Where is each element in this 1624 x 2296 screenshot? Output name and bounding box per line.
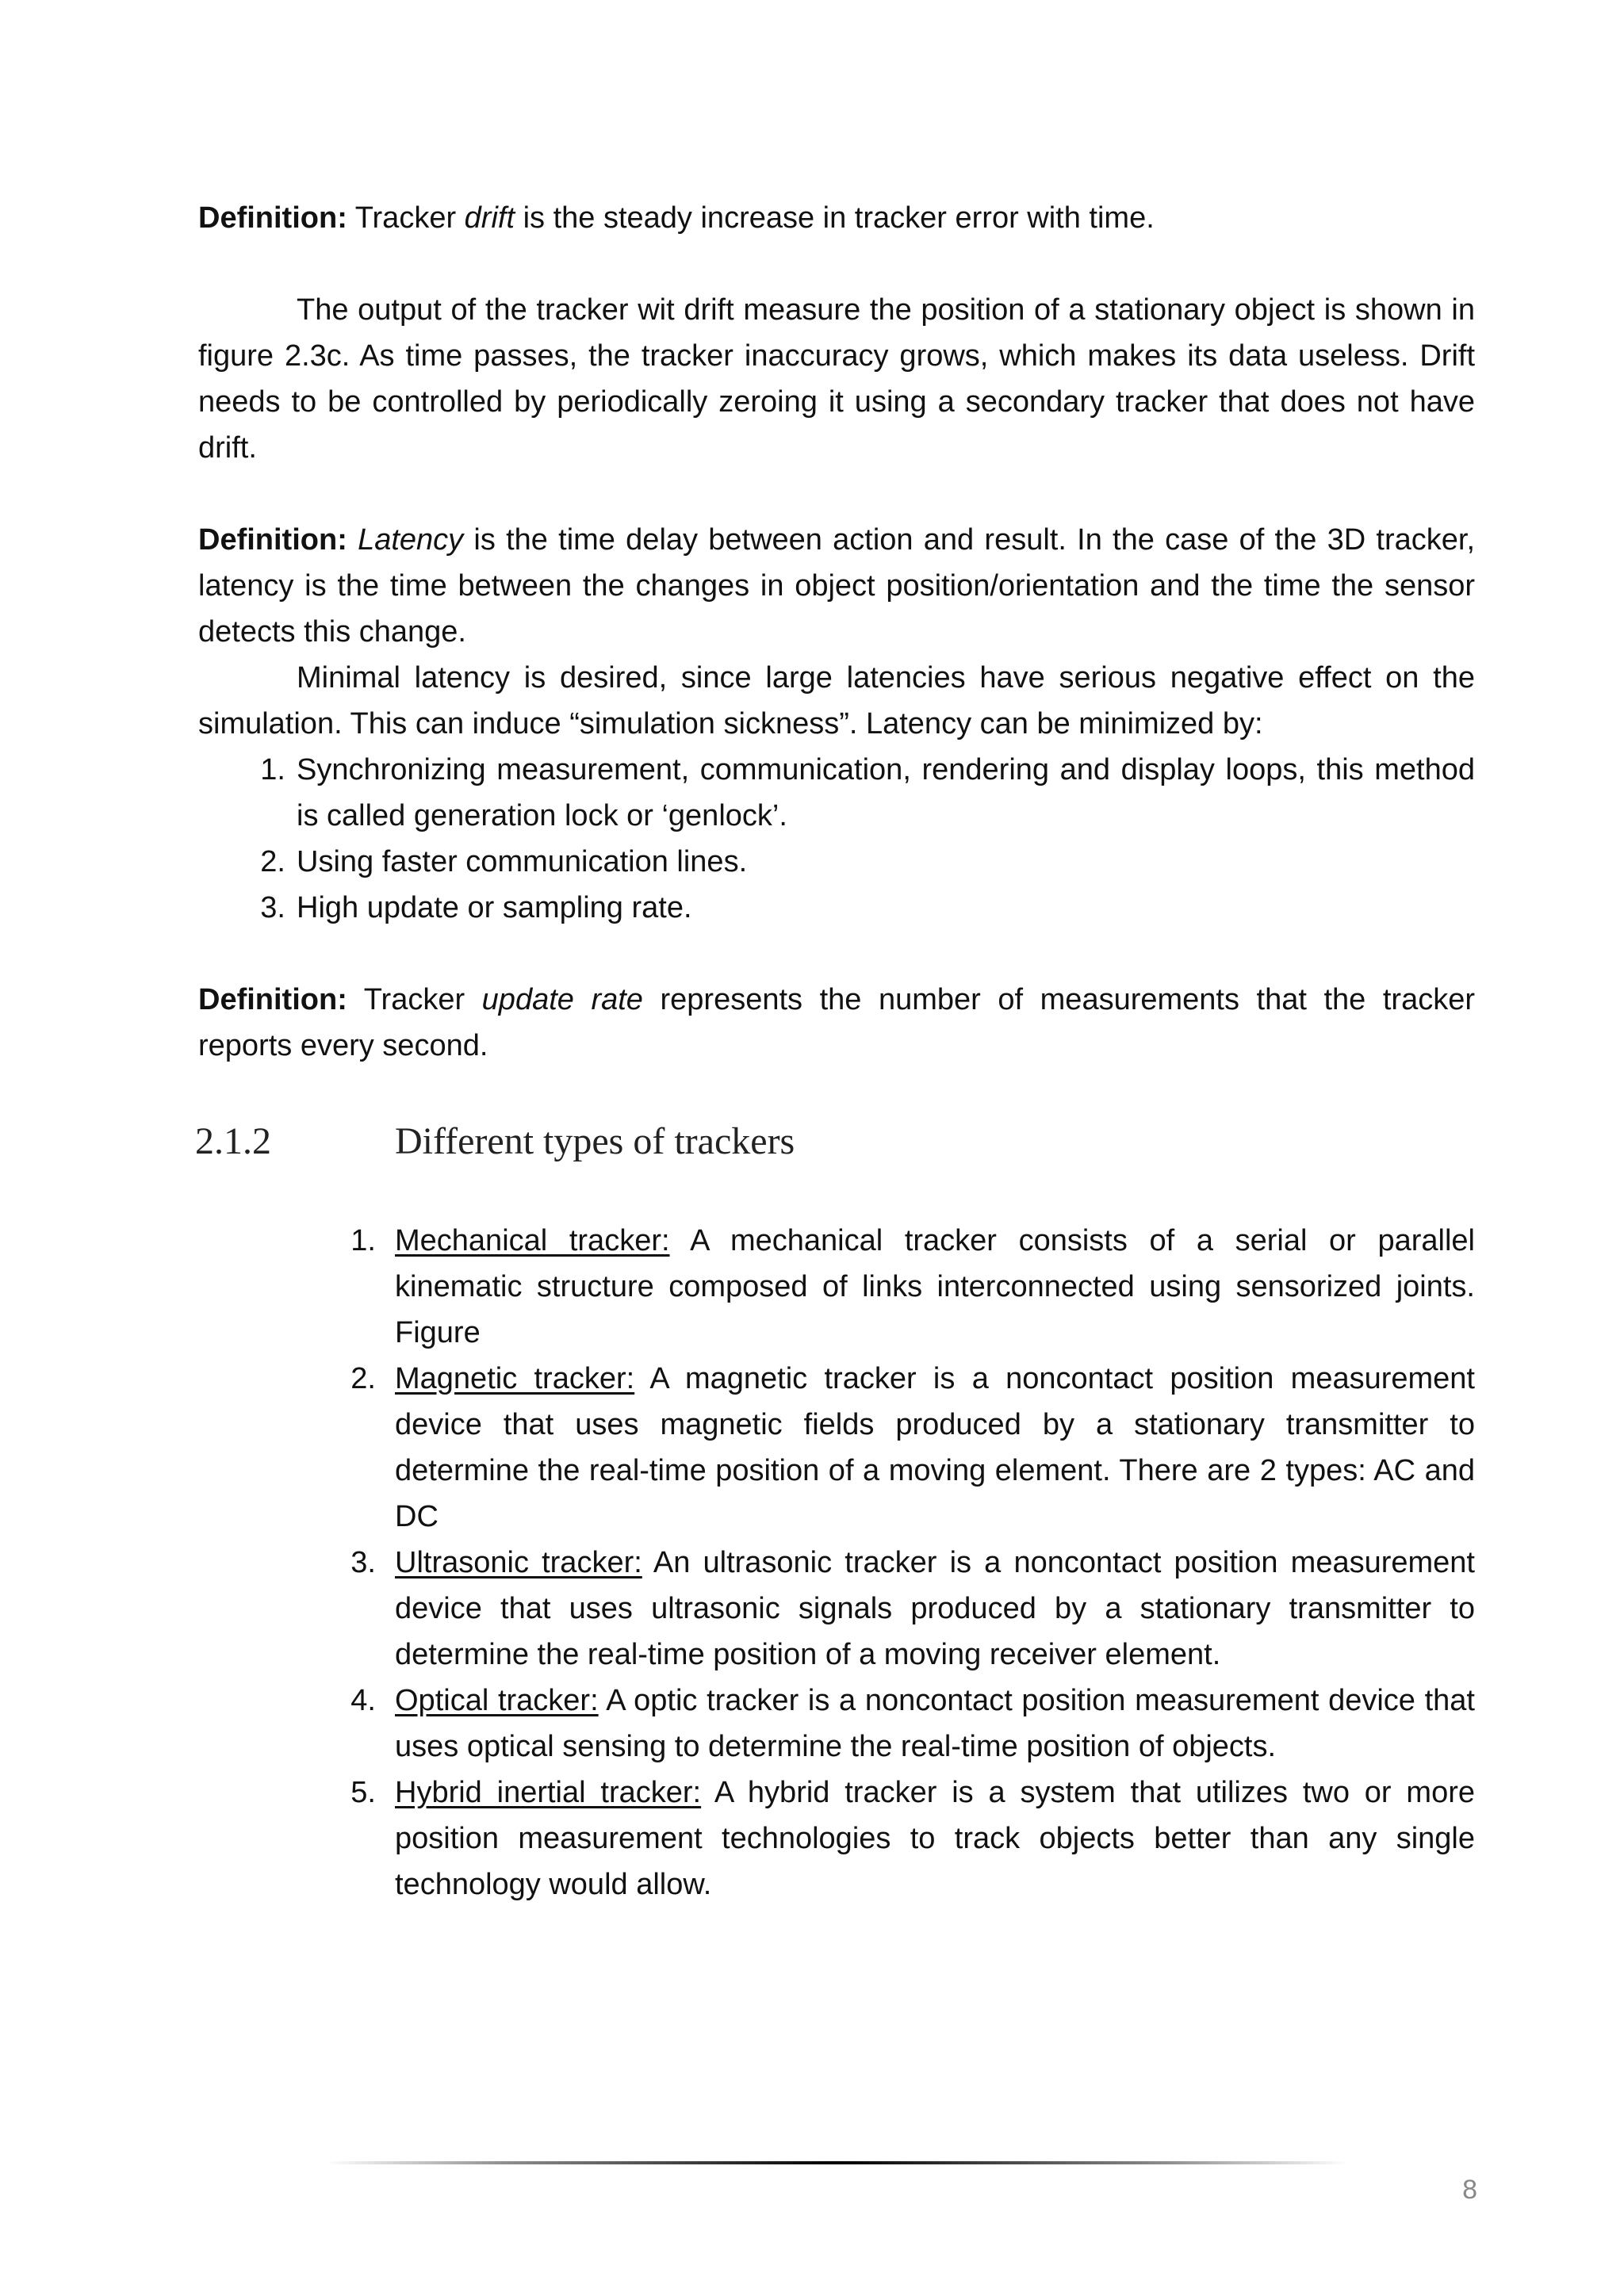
definition-label: Definition:	[198, 201, 347, 235]
definition-latency	[198, 517, 1475, 655]
tracker-term: Magnetic tracker:	[395, 1362, 635, 1395]
tracker-term: Optical tracker:	[395, 1684, 599, 1717]
list-item	[198, 1356, 1475, 1540]
definition-term: update rate	[481, 983, 643, 1016]
definition-label: Definition:	[198, 523, 347, 557]
list-item-text: A magnetic tracker is a noncontact position measurement device that uses magnetic fields produced by a stationary transmitter to determine the real-time position of a moving element. There are 2 types: AC and DC	[395, 1362, 1475, 1533]
section-heading	[195, 1116, 1472, 1167]
definition-term: Latency	[358, 523, 464, 557]
list-item-text: Synchronizing measurement, communication, rendering and display loops, this method is called generation lock or ‘genlock’.	[297, 753, 1475, 832]
tracker-term: Hybrid inertial tracker:	[395, 1776, 702, 1809]
list-item-number: 2.	[260, 845, 285, 878]
list-item	[198, 1678, 1475, 1770]
definition-text: is the time delay between action and result. In the case of the 3D tracker, latency is the time between the changes in object position/orientation and the time the sensor detects this change.	[198, 523, 1475, 649]
definition-prefix: Tracker	[347, 983, 482, 1016]
definition-prefix	[347, 523, 358, 557]
definition-text: represents the number of measurements that the tracker reports every second.	[198, 983, 1475, 1062]
page-number: 8	[1462, 2175, 1477, 2205]
list-item-text: A hybrid tracker is a system that utilizes two or more position measurement technologies to track objects better than any single technology would allow.	[395, 1776, 1475, 1901]
section-title: Different types of trackers	[395, 1120, 795, 1162]
tracker-term: Ultrasonic tracker:	[395, 1546, 642, 1579]
list-item-number: 5.	[350, 1776, 376, 1809]
tracker-types-list	[198, 1218, 1475, 1908]
list-item-text: An ultrasonic tracker is a noncontact position measurement device that uses ultrasonic signals produced by a stationary transmitter to determine the real-time position of a moving receiver element.	[395, 1546, 1475, 1671]
list-item-number: 3.	[350, 1546, 376, 1579]
definition-drift	[198, 195, 1475, 241]
definition-term: drift	[464, 201, 515, 235]
list-item	[198, 1218, 1475, 1356]
definition-prefix: Tracker	[347, 201, 465, 235]
definition-label: Definition:	[198, 983, 347, 1016]
tracker-term: Mechanical tracker:	[395, 1224, 670, 1257]
list-item	[198, 1540, 1475, 1678]
latency-methods-list	[198, 747, 1475, 931]
list-item-text: High update or sampling rate.	[297, 891, 692, 924]
list-item	[198, 747, 1475, 839]
list-item-number: 4.	[350, 1684, 376, 1717]
definition-text: is the steady increase in tracker error with time.	[515, 201, 1155, 235]
paragraph-drift-output: The output of the tracker wit drift measure the position of a stationary object is shown in figure 2.3c. As time passes, the tracker inaccuracy grows, which makes its data useless. Drift needs to be controlled by periodically zeroing it using a secondary tracker that does not have drift.	[198, 293, 1475, 465]
footer-divider	[325, 2161, 1348, 2164]
list-item-text: A mechanical tracker consists of a serial or parallel kinematic structure composed of links interconnected using sensorized joints. Figure	[395, 1224, 1475, 1349]
list-item	[198, 839, 1475, 885]
list-item-number: 2.	[350, 1362, 376, 1395]
definition-update-rate	[198, 977, 1475, 1069]
list-item-text: A optic tracker is a noncontact position measurement device that uses optical sensing to determine the real-time position of objects.	[395, 1684, 1475, 1763]
list-item-number: 1.	[350, 1224, 376, 1257]
list-item	[198, 1770, 1475, 1908]
list-item-text: Using faster communication lines.	[297, 845, 748, 878]
list-item-number: 1.	[260, 753, 285, 786]
paragraph-latency-minimal: Minimal latency is desired, since large latencies have serious negative effect on the simulation. This can induce “simulation sickness”. Latency can be minimized by:	[198, 661, 1475, 740]
list-item-number: 3.	[260, 891, 285, 924]
section-number: 2.1.2	[195, 1120, 271, 1162]
list-item	[198, 885, 1475, 931]
